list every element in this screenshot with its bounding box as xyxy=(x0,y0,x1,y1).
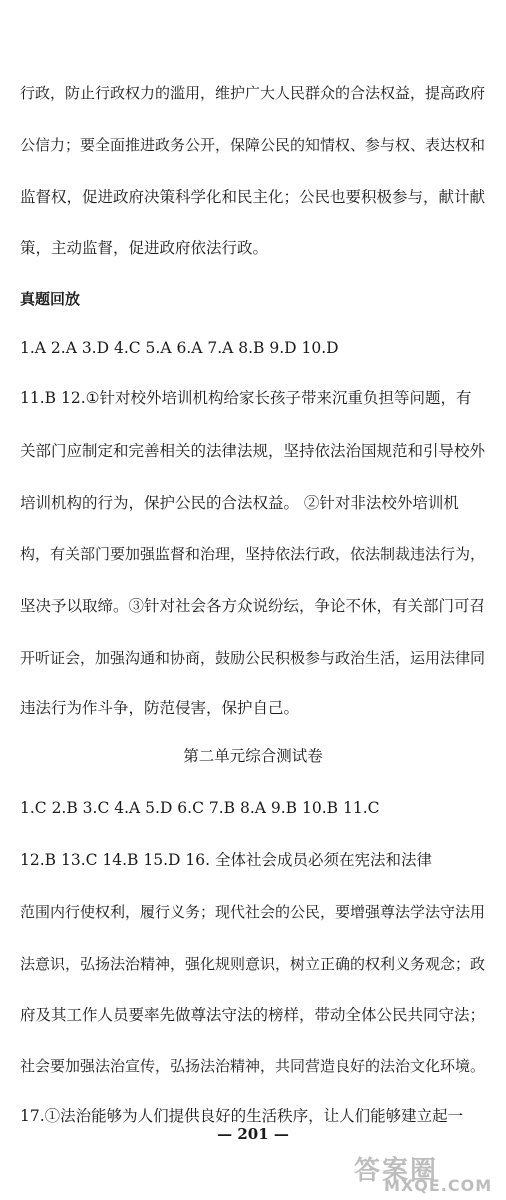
answer-line: 11.B 12.①针对校外培训机构给家长孩子带来沉重负担等问题，有 xyxy=(20,389,472,407)
text-line: 府及其工作人员要率先做尊法守法的榜样，带动全体公民共同守法； xyxy=(20,1006,486,1024)
text-line: 培训机构的行为，保护公民的合法权益。 ②针对非法校外培训机 xyxy=(20,494,459,512)
text-line: 行政，防止行政权力的滥用，维护广大人民群众的合法权益，提高政府 xyxy=(20,84,486,102)
text-line: 社会要加强法治宣传，弘扬法治精神，共同营造良好的法治文化环境。 xyxy=(20,1057,486,1075)
text-line: 开听证会，加强沟通和协商，鼓励公民积极参与政治生活，运用法律同 xyxy=(20,649,486,667)
unit-title: 第二单元综合测试卷 xyxy=(183,747,323,765)
text-line: 法意识，弘扬法治精神，强化规则意识，树立正确的权利义务观念；政 xyxy=(20,955,486,973)
watermark-cn: 答案圈 xyxy=(354,1156,439,1186)
text-line: 策，主动监督，促进政府依法行政。 xyxy=(20,239,269,257)
text-line: 范围内行使权利，履行义务；现代社会的公民，要增强尊法学法守法用 xyxy=(20,903,486,921)
answer-line: 1.A 2.A 3.D 4.C 5.A 6.A 7.A 8.B 9.D 10.D xyxy=(20,339,339,357)
watermark-logo xyxy=(350,1150,500,1196)
text-line: 关部门应制定和完善相关的法律法规，坚持依法治国规范和引导校外 xyxy=(20,442,486,460)
text-line: 坚决予以取缔。③针对社会各方众说纷纭，争论不休，有关部门可召 xyxy=(20,597,486,615)
text-line: 监督权，促进政府决策科学化和民主化；公民也要积极参与，献计献 xyxy=(20,188,486,206)
answer-line: 1.C 2.B 3.C 4.A 5.D 6.C 7.B 8.A 9.B 10.B 11.C xyxy=(20,799,380,817)
text-line: 构，有关部门要加强监督和治理，坚持依法行政，依法制裁违法行为， xyxy=(20,545,486,563)
text-line: 17.①法治能够为人们提供良好的生活秩序，让人们能够建立起一 xyxy=(20,1107,464,1125)
section-heading: 真题回放 xyxy=(20,290,81,308)
page-number: — 201 — xyxy=(217,1125,289,1143)
text-line: 违法行为作斗争，防范侵害，保护自己。 xyxy=(20,699,300,717)
text-line: 公信力；要全面推进政务公开，保障公民的知情权、参与权、表达权和 xyxy=(20,136,486,154)
answer-line: 12.B 13.C 14.B 15.D 16. 全体社会成员必须在宪法和法律 xyxy=(20,851,432,869)
watermark-en: MXQE.COM xyxy=(384,1176,493,1195)
